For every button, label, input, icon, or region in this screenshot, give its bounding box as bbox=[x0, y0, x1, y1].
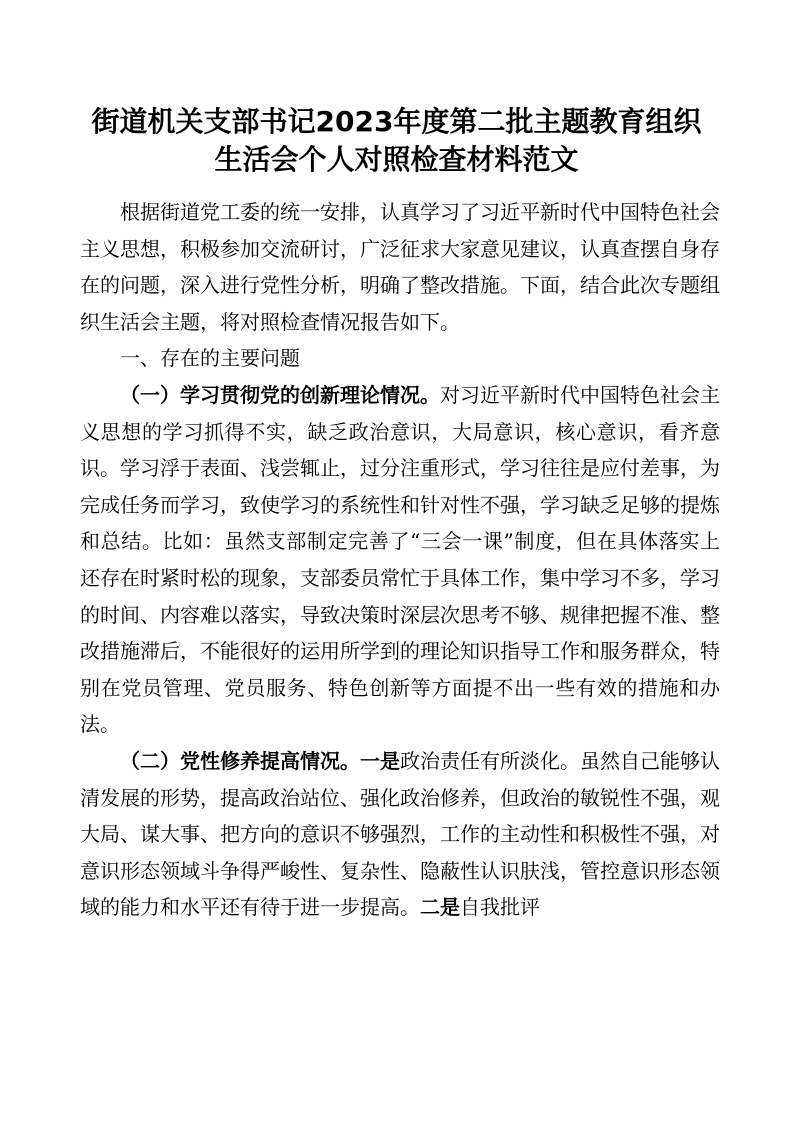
item-2-text-1: 政治责任有所淡化。虽然自己能够认清发展的形势，提高政治站位、强化政治修养，但政治的敏锐性不强，观大局、谋大事、把方向的意识不够强烈，工作的主动性和积极性不强，对意识形态领域斗争得严峻性、复杂性、隐蔽性认识肤浅，管控意识形态领域的能力和水平还有待于进一步提高。 bbox=[80, 748, 720, 920]
item-2-marker-2: 二是 bbox=[420, 895, 460, 920]
item-2-label: （二）党性修养提高情况。 bbox=[120, 748, 360, 773]
section-heading: 一、存在的主要问题 bbox=[120, 346, 300, 371]
item-1-paragraph bbox=[80, 377, 720, 743]
document-title-line-1: 街道机关支部书记2023年度第二批主题教育组织 bbox=[91, 105, 702, 138]
item-1-text: 对习近平新时代中国特色社会主义思想的学习抓得不实，缺乏政治意识，大局意识，核心意识，看齐意识。学习浮于表面、浅尝辄止，过分注重形式，学习往往是应付差事，为完成任务而学习，致使学习的系统性和针对性不强，学习缺乏足够的提炼和总结。比如：虽然支部制定完善了“三会一课”制度，但在具体落实上还存在时紧时松的现象，支部委员常忙于具体工作，集中学习不多，学习的时间、内容难以落实，导致决策时深层次思考不够、规律把握不准、整改措施滞后，不能很好的运用所学到的理论知识指导工作和服务群众，特别在党员管理、党员服务、特色创新等方面提不出一些有效的措施和办法。 bbox=[80, 382, 720, 737]
document-title-line-2: 生活会个人对照检查材料范文 bbox=[214, 143, 579, 176]
item-2-text-2: 自我批评 bbox=[460, 895, 540, 920]
item-2-paragraph bbox=[80, 743, 720, 926]
document-body bbox=[80, 194, 720, 926]
item-1-label: （一）学习贯彻党的创新理论情况。 bbox=[120, 382, 440, 407]
intro-paragraph: 根据街道党工委的统一安排，认真学习了习近平新时代中国特色社会主义思想，积极参加交流研讨，广泛征求大家意见建议，认真查摆自身存在的问题，深入进行党性分析，明确了整改措施。下面，结合此次专题组织生活会主题，将对照检查情况报告如下。 bbox=[80, 200, 720, 334]
item-2-marker-1: 一是 bbox=[360, 748, 400, 773]
